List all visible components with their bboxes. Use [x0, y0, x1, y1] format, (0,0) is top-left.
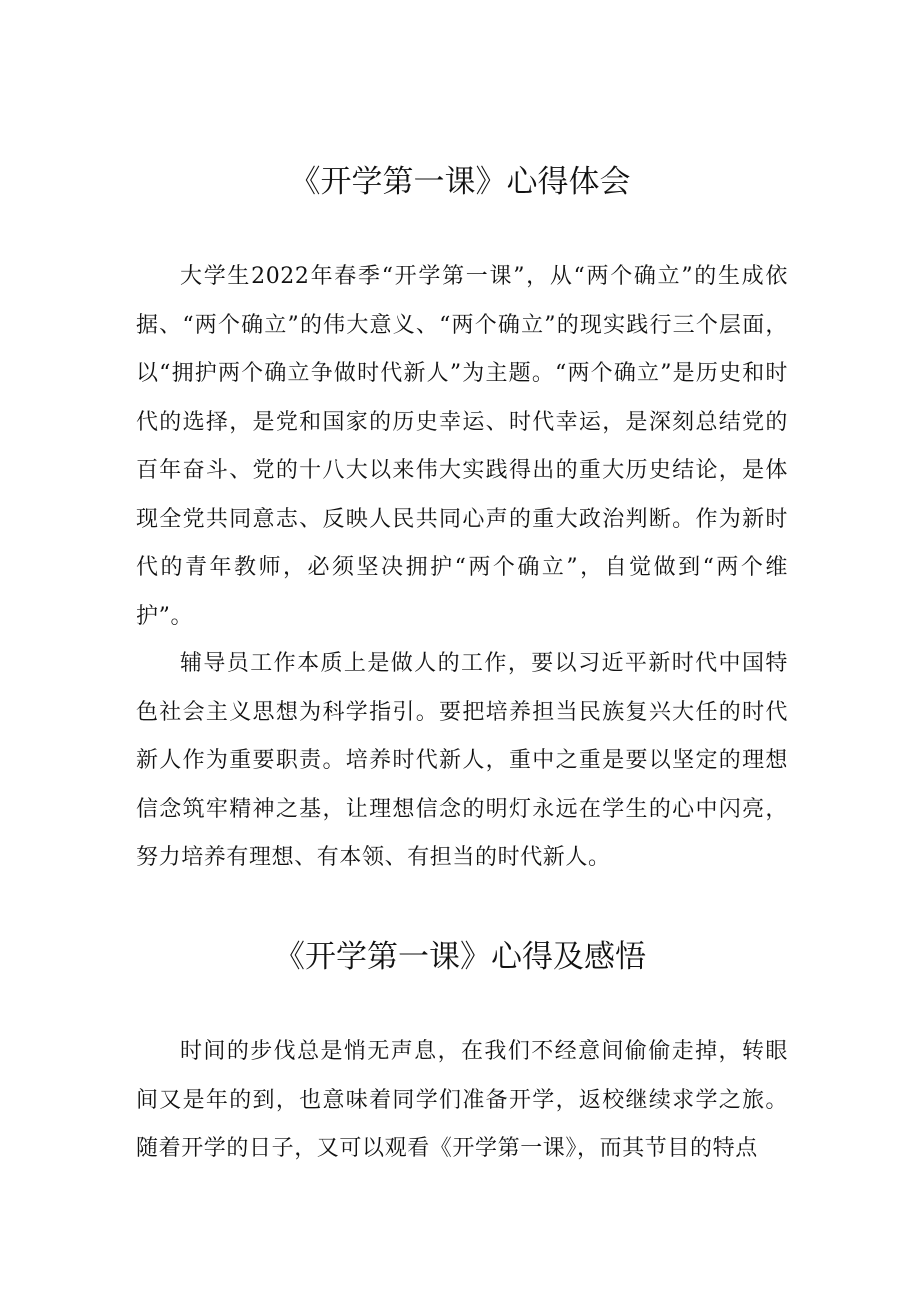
section-1-paragraph-1: 大学生2022年春季“开学第一课”，从“两个确立”的生成依据、“两个确立”的伟大意义、“两个确立”的现实践行三个层面，以“拥护两个确立争做时代新人”为主题。“两个确立”是历史和时代的选择，是党和国家的历史幸运、时代幸运，是深刻总结党的百年奋斗、党的十八大以来伟大实践得出的重大历史结论，是体现全党共同意志、反映人民共同心声的重大政治判断。作为新时代的青年教师，必须坚决拥护“两个确立”，自觉做到“两个维护”。	[136, 264, 788, 629]
section-1-title: 《开学第一课》心得体会	[289, 164, 631, 200]
section-2-title: 《开学第一课》心得及感悟	[274, 939, 646, 975]
section-2-paragraph-1: 时间的步伐总是悄无声息，在我们不经意间偷偷走掉，转眼间又是年的到，也意味着同学们准备开学，返校继续求学之旅。随着开学的日子，又可以观看《开学第一课》，而其节目的特点	[136, 1039, 788, 1161]
section-1-paragraph-2: 辅导员工作本质上是做人的工作，要以习近平新时代中国特色社会主义思想为科学指引。要把培养担当民族复兴大任的时代新人作为重要职责。培养时代新人，重中之重是要以坚定的理想信念筑牢精神之基，让理想信念的明灯永远在学生的心中闪亮，努力培养有理想、有本领、有担当的时代新人。	[136, 651, 788, 870]
